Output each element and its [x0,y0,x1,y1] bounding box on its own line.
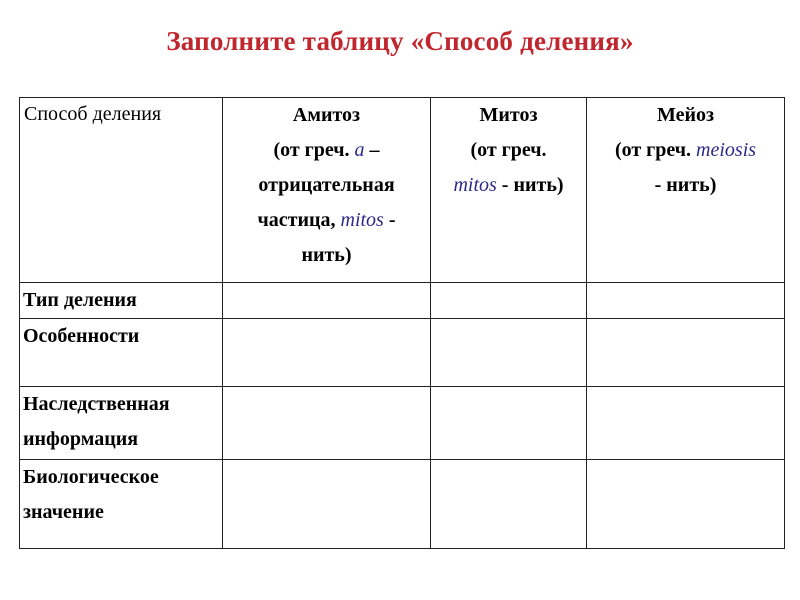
meiosis-etymology-line-2: - нить) [654,174,717,196]
amitosis-etymology-line-4: нить) [301,244,352,266]
amitosis-name: Амитоз [292,104,361,126]
amitosis-etymology-line-1 [223,133,430,168]
empty-cell [223,283,431,319]
row-label-division-type [20,283,223,319]
division-methods-table [19,97,785,549]
amitosis-term-mitos: mitos [340,209,384,231]
amitosis-etym-text-3: частица, [257,209,341,231]
empty-cell [431,283,587,319]
row-label-line: информация [23,428,139,450]
table-row [20,319,785,387]
amitosis-etymology-line-2: отрицательная [258,174,395,196]
amitosis-etym-dash-3: - [383,209,396,231]
row-label-features [20,319,223,387]
amitosis-etym-text-1: (от греч. [273,139,355,161]
header-cell-amitosis [223,98,431,283]
mitosis-etymology-line-2 [431,168,586,203]
empty-cell [587,319,785,387]
amitosis-etymology-line-3 [223,203,430,238]
table-row [20,387,785,460]
row-label-biological-significance [20,460,223,549]
table-header-row [20,98,785,283]
slide-title: Заполните таблицу «Способ деления» [166,26,634,56]
row-label-line: Особенности [23,325,140,347]
mitosis-etym-text-2: - нить) [496,174,564,196]
row-label-hereditary-info [20,387,223,460]
empty-cell [431,387,587,460]
row-label-line: Наследственная [23,393,170,415]
empty-cell [223,387,431,460]
empty-cell [587,460,785,549]
amitosis-term-a: а [354,139,365,161]
amitosis-etym-dash-1: – [364,139,380,161]
row-label-line: значение [23,501,104,523]
header-cell-meiosis [587,98,785,283]
mitosis-term-mitos: mitos [453,174,497,196]
meiosis-name: Мейоз [656,104,715,126]
mitosis-etymology-line-1: (от греч. [470,139,547,161]
empty-cell [431,460,587,549]
row-label-line: Биологическое [23,466,159,488]
header-cell-method [20,98,223,283]
meiosis-etymology-line-1 [587,133,784,168]
empty-cell [431,319,587,387]
empty-cell [587,387,785,460]
header-cell-mitosis [431,98,587,283]
meiosis-etym-text-1: (от греч. [614,139,697,161]
table-row [20,460,785,549]
row-label-line: Тип деления [23,289,137,311]
meiosis-term-meiosis: meiosis [696,139,757,161]
table-row [20,283,785,319]
empty-cell [223,319,431,387]
empty-cell [587,283,785,319]
mitosis-name: Митоз [479,104,538,126]
empty-cell [223,460,431,549]
header-method-label: Способ деления [24,103,162,125]
